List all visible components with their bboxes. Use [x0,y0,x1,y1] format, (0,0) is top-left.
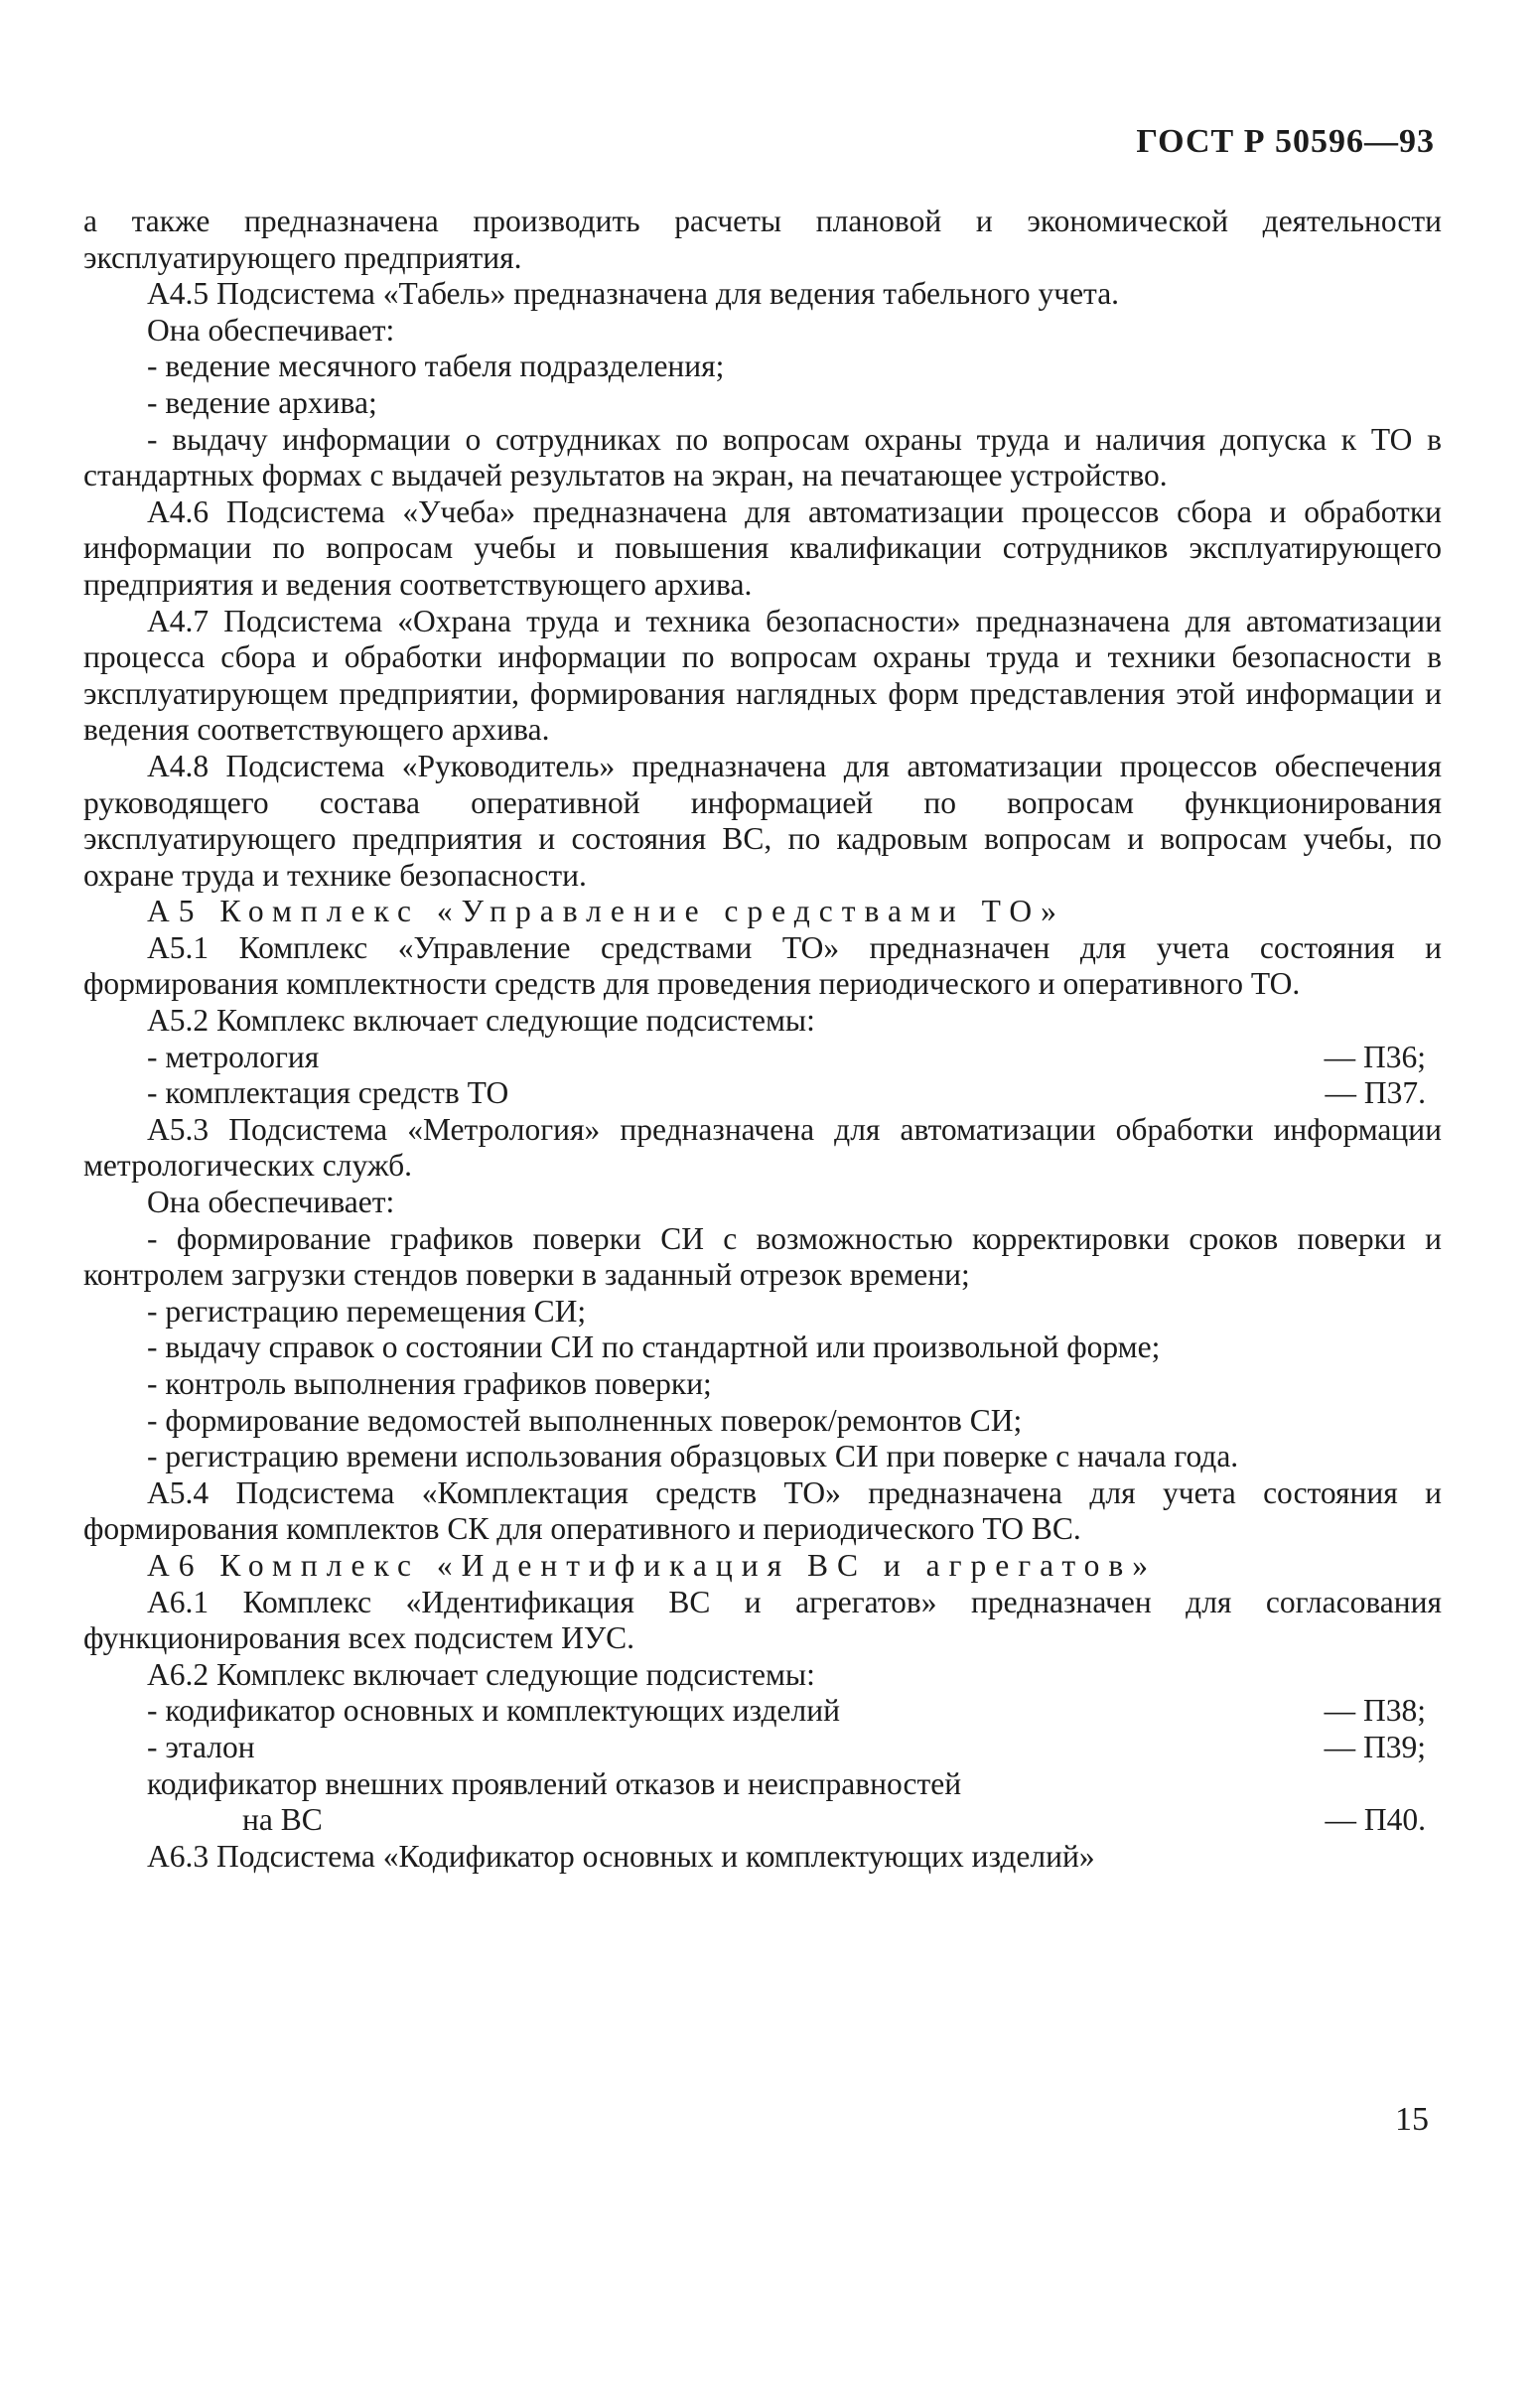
list-item: - формирование ведомостей выполненных поверок/ремонтов СИ; [147,1402,1023,1438]
list-item: - выдачу информации о сотрудниках по вопросам охраны труда и наличия допуска к ТО в стандартных формах с выдачей результатов на экран, на печатающее устройство. [83,421,1442,493]
list-item: - регистрацию перемещения СИ; [147,1293,587,1329]
subsystem-code: — П38; [1324,1693,1426,1729]
list-item: - выдачу справок о состоянии СИ по стандартной или произвольной форме; [147,1330,1161,1365]
page-number: 15 [1395,2101,1429,2138]
section-heading: А5 Комплекс «Управление средствами ТО» [147,894,1065,929]
subsystem-row [83,1040,1442,1076]
section-heading: А6 Комплекс «Идентификация ВС и агрегатов» [147,1547,1158,1583]
subsystem-row [83,1693,1442,1730]
subsystem-row [83,1766,1442,1803]
paragraph: А5.4 Подсистема «Комплектация средств ТО» предназначена для учета состояния и формирования комплектов СК для оперативного и периодического ТО ВС. [83,1474,1442,1547]
subsystem-code: — П37. [1325,1075,1426,1111]
subsystem-name: - комплектация средств ТО [147,1075,509,1111]
paragraph: А6.3 Подсистема «Кодификатор основных и комплектующих изделий» [147,1838,1095,1874]
list-item: - ведение архива; [147,384,377,420]
paragraph: а также предназначена производить расчеты плановой и экономической деятельности эксплуатирующего предприятия. [83,204,1442,275]
subsystem-row [83,1802,1442,1839]
subsystem-row [83,1730,1442,1766]
subsystem-code: — П36; [1324,1039,1426,1074]
subsystem-code: — П39; [1324,1729,1426,1764]
paragraph: А6.1 Комплекс «Идентификация ВС и агрегатов» предназначен для согласования функционирования всех подсистем ИУС. [83,1584,1442,1656]
subsystem-name: на ВС [242,1802,323,1838]
paragraph: А6.2 Комплекс включает следующие подсистемы: [147,1656,815,1692]
list-item: - контроль выполнения графиков поверки; [147,1366,712,1401]
document-body [83,204,1442,1875]
paragraph: А4.8 Подсистема «Руководитель» предназначена для автоматизации процессов обеспечения руководящего состава оперативной информацией по вопросам функционирования эксплуатирующего предприятия и состояния ВС, по кадровым вопросам и вопросам учебы, по охране труда и технике безопасности. [83,748,1442,893]
paragraph: А5.1 Комплекс «Управление средствами ТО» предназначен для учета состояния и формирования комплектности средств для проведения периодического и оперативного ТО. [83,929,1442,1002]
paragraph: А4.5 Подсистема «Табель» предназначена для ведения табельного учета. [147,276,1120,312]
subsystem-name: - метрология [147,1039,320,1074]
paragraph: А5.3 Подсистема «Метрология» предназначена для автоматизации обработки информации метрологических служб. [83,1111,1442,1184]
list-item: - ведение месячного табеля подразделения; [147,349,725,384]
list-item: - регистрацию времени использования образцовых СИ при поверке с начала года. [147,1439,1239,1474]
subsystem-name: кодификатор внешних проявлений отказов и неисправностей [147,1765,962,1801]
subsystem-code: — П40. [1325,1802,1426,1838]
paragraph: Она обеспечивает: [147,1185,395,1220]
paragraph: Она обеспечивает: [147,312,395,348]
paragraph: А4.7 Подсистема «Охрана труда и техника безопасности» предназначена для автоматизации процесса сбора и обработки информации по вопросам охраны труда и техники безопасности в эксплуатирующем предприятии, формирования наглядных форм представления этой информации и ведения соответствующего архива. [83,603,1442,748]
subsystem-row [83,1075,1442,1112]
subsystem-name: - эталон [147,1729,255,1764]
subsystem-name: - кодификатор основных и комплектующих изделий [147,1693,840,1729]
paragraph: А4.6 Подсистема «Учеба» предназначена для автоматизации процессов сбора и обработки информации по вопросам учебы и повышения квалификации сотрудников эксплуатирующего предприятия и ведения соответствующего архива. [83,493,1442,602]
paragraph: А5.2 Комплекс включает следующие подсистемы: [147,1003,815,1039]
standard-header: ГОСТ Р 50596—93 [1136,123,1435,160]
list-item: - формирование графиков поверки СИ с возможностью корректировки сроков поверки и контролем загрузки стендов поверки в заданный отрезок времени; [83,1220,1442,1293]
